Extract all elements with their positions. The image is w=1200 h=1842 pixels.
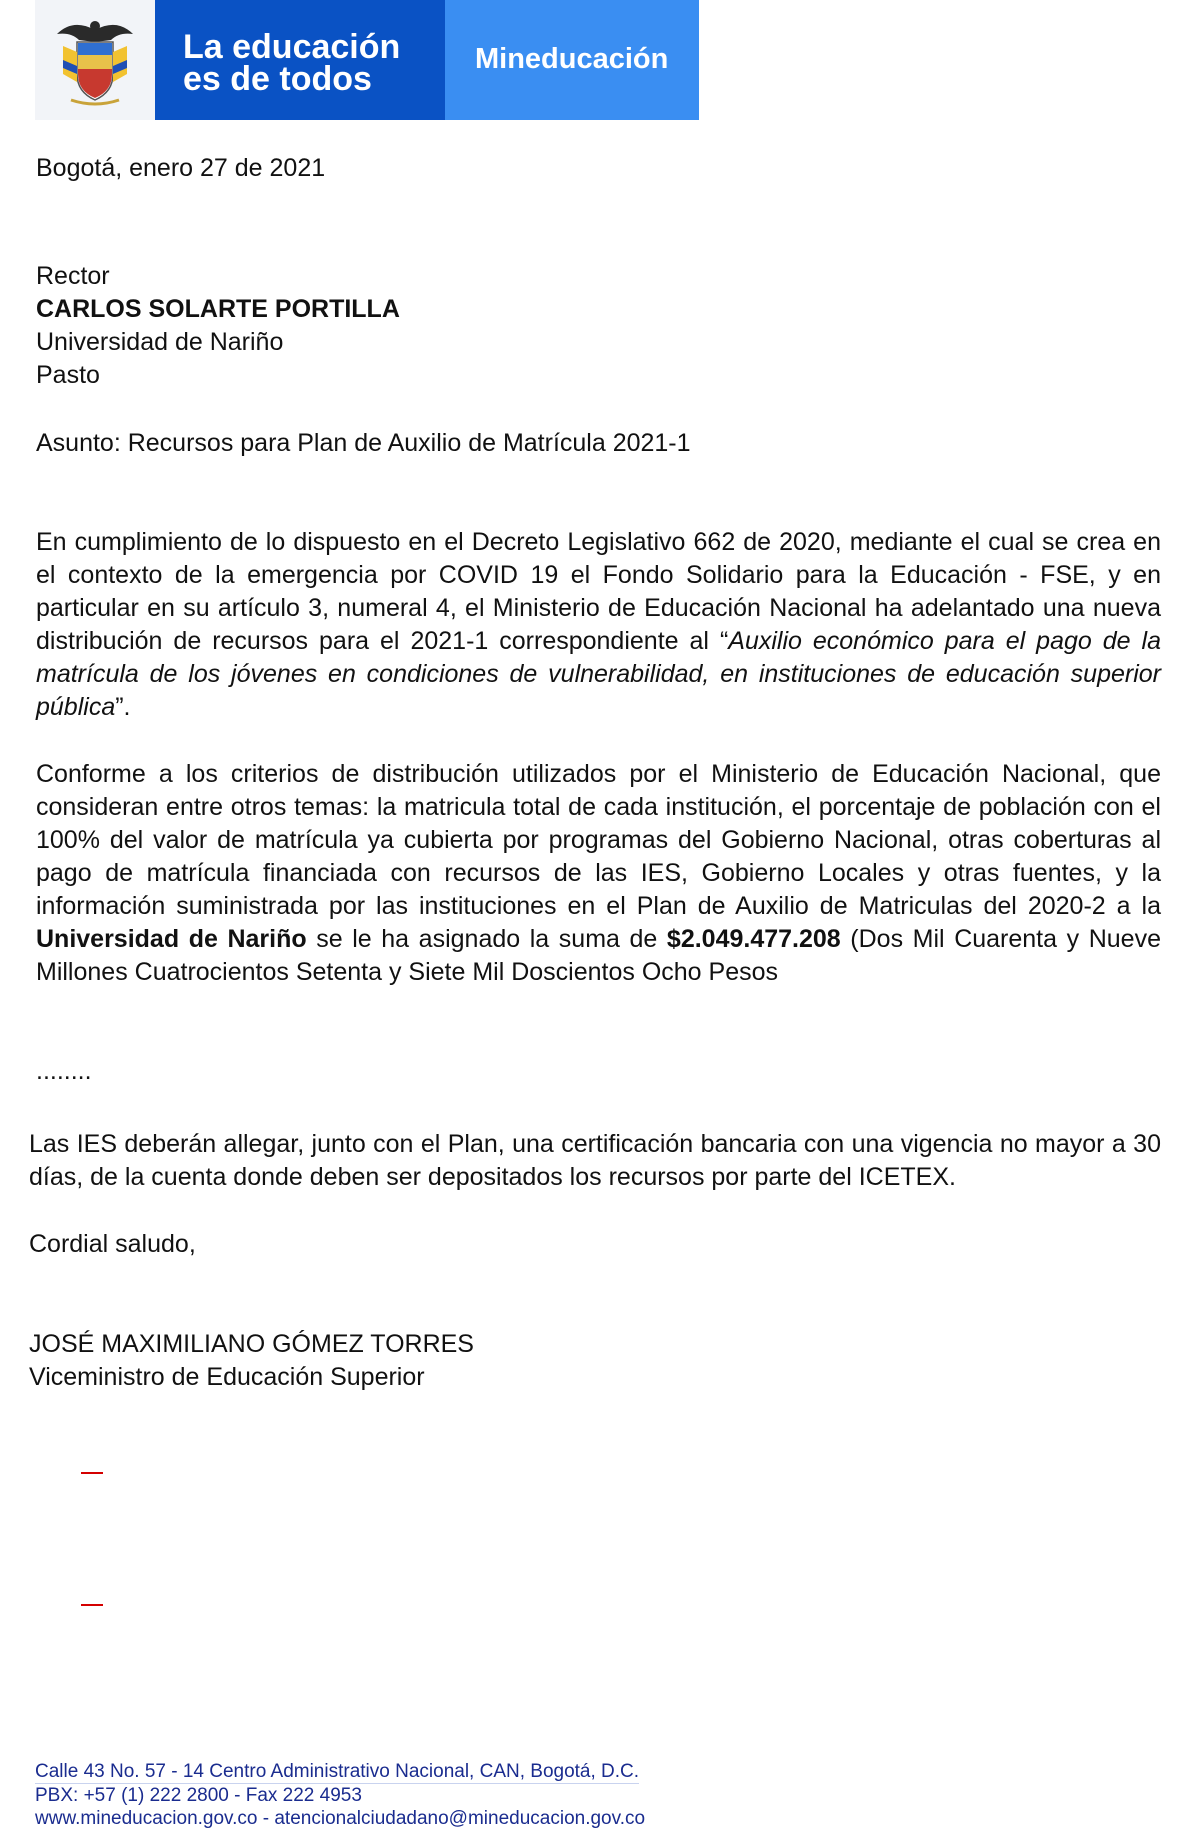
letterhead: [35, 0, 669, 120]
paragraph-decree-end: ”.: [115, 693, 131, 721]
paragraph-allocation-text: Conforme a los criterios de distribución utilizados por el Ministerio de Educación Nacional, que consideran entre otros temas: la matricula total de cada institución, el porcentaje de población con el 100% del valor de matrícula ya cubierta por programas del Gobierno Nacional, otras coberturas al pago de matrícula financiada con recursos de las IES, Gobierno Locales y otras fuentes, y la información suministrada por las instituciones en el Plan de Auxilio de Matriculas del 2020-2 a la: [36, 760, 1161, 920]
paragraph-allocation-end: (Dos Mil Cuarenta y Nueve Millones Cuatrocientos Setenta y Siete Mil Doscientos Ocho Pesos: [36, 925, 1161, 986]
letter-date: Bogotá, enero 27 de 2021: [36, 154, 326, 182]
allocated-amount: $2.049.477.208: [666, 925, 841, 953]
red-mark-1: [81, 1472, 103, 1474]
closing-salutation: Cordial saludo,: [29, 1230, 196, 1258]
paragraph-allocation: [36, 758, 1161, 989]
ministry-logo-block: [445, 0, 699, 120]
red-mark-2: [81, 1604, 103, 1606]
recipient-institution: Universidad de Nariño: [36, 328, 284, 356]
footer-web: www.mineducacion.gov.co - atencionalciudadano@mineducacion.gov.co: [35, 1808, 646, 1829]
letter-footer: [35, 1760, 695, 1830]
paragraph-allocation-mid: se le ha asignado la suma de: [306, 925, 667, 953]
ministry-name: Mineducación: [475, 43, 669, 75]
brand-slogan-block: [155, 0, 445, 120]
brand-slogan-line2: es de todos: [183, 60, 372, 98]
paragraph-decree-text: En cumplimiento de lo dispuesto en el Decreto Legislativo 662 de 2020, mediante el cual se crea en el contexto de la emergencia por COVID 19 el Fondo Solidario para la Educación - FSE, y en particular en su artículo 3, numeral 4, el Ministerio de Educación Nacional ha adelantado una nueva distribución de recursos para el 2021-1 correspondiente al “: [36, 528, 1161, 655]
paragraph-decree: [36, 526, 1161, 724]
paragraph-decree-italic: Auxilio económico para el pago de la matrícula de los jóvenes en condiciones de vulnerabilidad, en instituciones de educación superior pública: [36, 627, 1161, 721]
university-name-bold: Universidad de Nariño: [36, 925, 307, 953]
footer-phone: PBX: +57 (1) 222 2800 - Fax 222 4953: [35, 1785, 362, 1806]
signer-title: Viceministro de Educación Superior: [29, 1363, 425, 1391]
paragraph-bank-certificate: Las IES deberán allegar, junto con el Plan, una certificación bancaria con una vigencia no mayor a 30 días, de la cuenta donde deben ser depositados los recursos por parte del ICETEX.: [29, 1130, 1161, 1191]
coat-of-arms-icon: [35, 0, 155, 120]
recipient-name: CARLOS SOLARTE PORTILLA: [36, 295, 400, 323]
recipient-city: Pasto: [36, 361, 100, 389]
recipient-title: Rector: [36, 262, 110, 290]
brand-slogan-line1: La educación: [183, 28, 401, 66]
footer-address: Calle 43 No. 57 - 14 Centro Administrativo Nacional, CAN, Bogotá, D.C.: [35, 1761, 640, 1782]
signer-name: JOSÉ MAXIMILIANO GÓMEZ TORRES: [29, 1330, 474, 1358]
omission-ellipsis: ........: [36, 1057, 92, 1085]
letter-subject: Asunto: Recursos para Plan de Auxilio de Matrícula 2021-1: [36, 429, 691, 457]
